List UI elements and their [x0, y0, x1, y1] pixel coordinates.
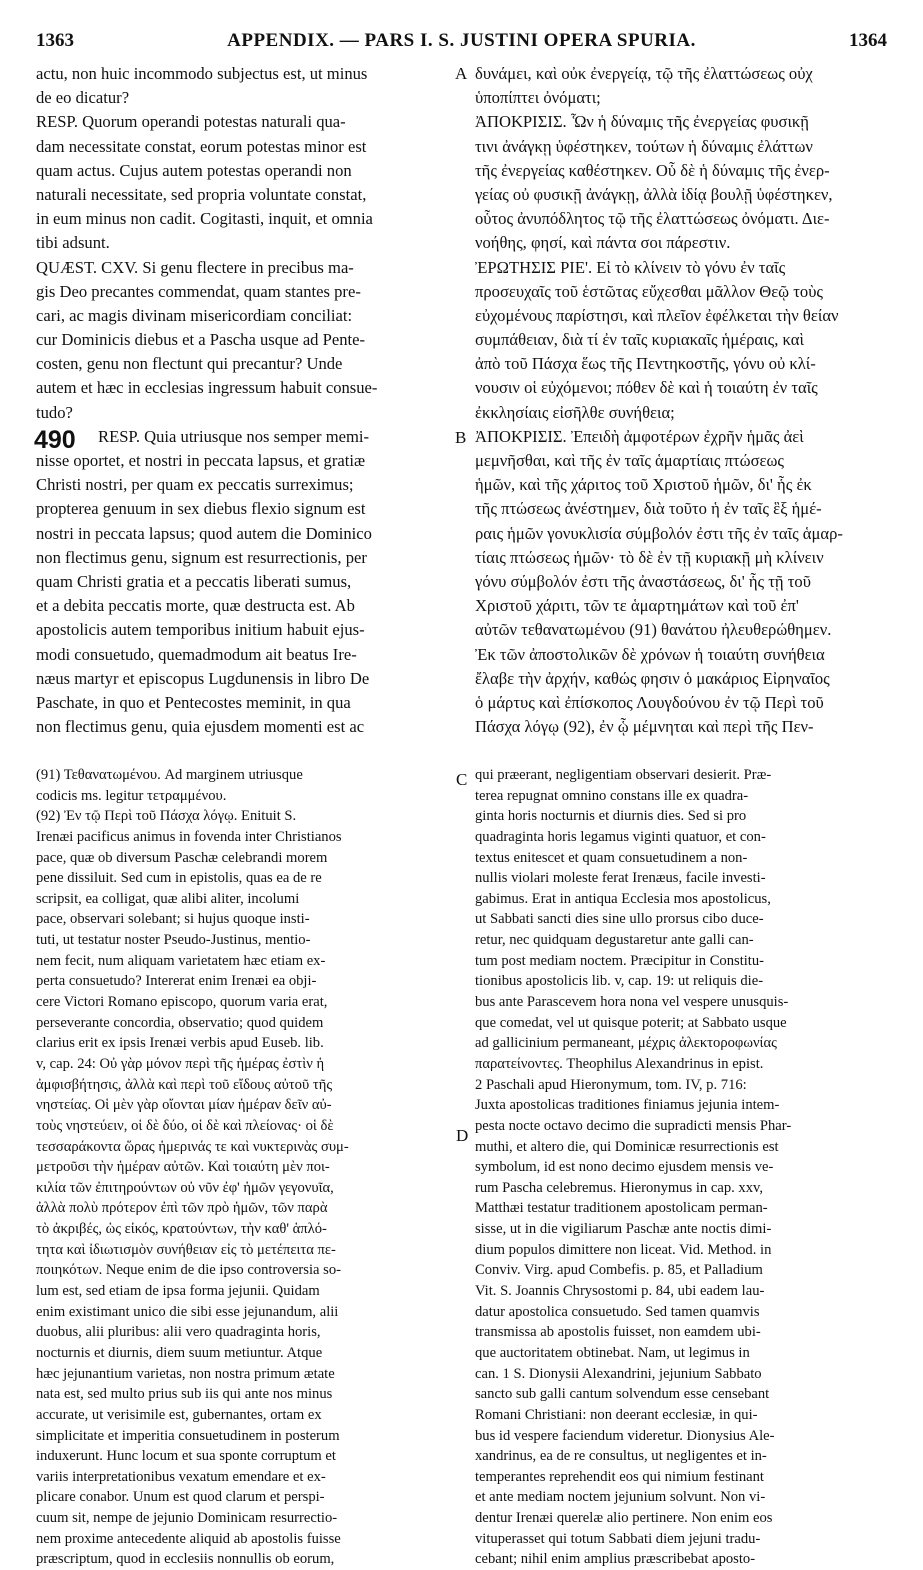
text-line: tionibus apostolicis lib. v, cap. 19: ut reliquis die- — [475, 973, 764, 990]
text-line: modi consuetudo, quemadmodum ait beatus Ire- — [36, 644, 357, 664]
text-line: bus ante Parascevem hora nona vel vespere unusquis- — [475, 994, 789, 1011]
text-line: symbolum, id est nono decimo ejusdem mensis ve- — [475, 1159, 774, 1176]
text-line: Χριστοῦ χάριτι, τῶν τε ἁμαρτημάτων καὶ τοῦ ἐπ' — [475, 596, 799, 616]
text-line: ραις ἡμῶν γονυκλισία σύμβολόν ἐστι τῆς ἐν ταῖς ἁμαρ- — [475, 523, 843, 543]
text-line: tum post mediam noctem. Præcipitur in Constitu- — [475, 952, 765, 969]
text-line: textus enitescet et quam consuetudinem a non- — [475, 849, 748, 866]
text-line: codicis ms. legitur τετραμμένου. — [36, 787, 227, 804]
text-line: retur, nec quidquam degustaretur ante galli can- — [475, 932, 754, 949]
text-line: et a debita peccatis morte, quæ destructa est. Ab — [36, 596, 355, 616]
page-number-left: 1363 — [36, 30, 74, 51]
text-line: et ante mediam noctem jejunium solvunt. Non vi- — [475, 1489, 766, 1506]
greek-column — [475, 62, 889, 770]
text-line: νηστείας. Οἱ μὲν γὰρ οἴονται μίαν ἡμέραν δεῖν αὐ- — [36, 1097, 332, 1114]
text-line: pace, quæ ob diversum Paschæ celebrandi morem — [36, 849, 328, 866]
text-line: Conviv. Virg. apud Combefis. p. 85, et Palladium — [475, 1262, 763, 1279]
footnotes-right-column — [475, 765, 889, 1568]
text-line: αὐτῶν τεθανατωμένου (91) θανάτου ἠλευθερώθημεν. — [475, 620, 832, 640]
text-line: non flectimus genu, quia ejusdem momenti est ac — [36, 717, 365, 737]
text-line: perta consuetudo? Intererat enim Irenæi ea obji- — [36, 973, 317, 990]
text-line: RESP. Quia utriusque nos semper memi- — [98, 426, 370, 446]
text-line: οὗτος ἀνυπόδλητος τῷ τῆς ἐλαττώσεως ὀνόματι. Διε- — [475, 209, 830, 229]
text-line: xandrinus, ea de re consultus, ut negligentes et in- — [475, 1448, 767, 1465]
text-line: ἈΠΟΚΡΙΣΙΣ. Ὧν ἡ δύναμις τῆς ἐνεργείας φυσικῇ — [475, 112, 809, 132]
text-line: qui præerant, negligentiam observari desierit. Præ- — [475, 767, 772, 783]
text-line: quam Christi gratia et a peccatis liberati sumus, — [36, 571, 352, 591]
text-line: QUÆST. CXV. Si genu flectere in precibus ma- — [36, 257, 354, 277]
latin-column — [36, 62, 450, 770]
text-line: cari, ac magis divinam misericordiam conciliat: — [36, 305, 353, 325]
text-line: sancto sub galli cantum solvendum esse censebant — [475, 1386, 770, 1403]
text-line: τινι ἀνάγκῃ ὑφέστηκεν, τούτων ἡ δύναμις ἐλάττων — [475, 136, 813, 156]
text-line: ut Sabbati sancti dies sine ullo prorsus cibo duce- — [475, 911, 764, 928]
text-line: næus martyr et episcopus Lugdunensis in libro De — [36, 668, 370, 688]
text-line: προσευχαῖς τοῦ ἑστῶτας εὔχεσθαι μᾶλλον Θεῷ τοὺς — [475, 281, 823, 301]
text-line: ἘΡΩΤΗΣΙΣ ΡΙΕ'. Εἰ τὸ κλίνειν τὸ γόνυ ἐν ταῖς — [475, 257, 786, 277]
text-line: τητα καὶ ἰδιωτισμὸν συνήθειαν εἰς τὸ μετέπειτα πε- — [36, 1241, 336, 1258]
text-line: pene dissiluit. Sed cum in epistolis, quas ea de re — [36, 870, 322, 887]
text-line: induxerunt. Hunc locum et sua sponte corruptum et — [36, 1448, 336, 1465]
text-line: pesta nocte octavo decimo die supradicti mensis Phar- — [475, 1117, 792, 1134]
text-line: τοὺς νηστεύειν, οἱ δὲ δύο, οἱ δὲ καὶ πλείονας· οἱ δὲ — [36, 1117, 334, 1134]
text-line: temperantes reprehendit eos qui nimium festinant — [475, 1468, 764, 1485]
text-line: que comedat, vel ut quisque poterit; at Sabbato usque — [475, 1014, 787, 1031]
text-line: tuti, ut testatur noster Pseudo-Justinus, mentio- — [36, 932, 311, 949]
text-line: plicare conabor. Unum est quod clarum et perspi- — [36, 1489, 325, 1506]
text-line: muthi, et altero die, qui Dominicæ resurrectionis est — [475, 1138, 779, 1155]
running-title: APPENDIX. — PARS I. S. JUSTINI OPERA SPURIA. — [227, 30, 696, 51]
text-line: ὑποπίπτει ὀνόματι; — [475, 88, 601, 108]
text-line: τεσσαράκοντα ὥρας ἡμερινάς τε καὶ νυκτερινὰς συμ- — [36, 1138, 349, 1155]
text-line: costen, genu non flectunt qui precantur? Unde — [36, 354, 343, 374]
text-line: cere Victori Romano episcopo, quorum varia erat, — [36, 994, 328, 1011]
text-line: ἐκκλησίαις εἰσῆλθε συνήθεια; — [475, 402, 675, 422]
text-line: v, cap. 24: Οὐ γὰρ μόνον περὶ τῆς ἡμέρας ἐστὶν ἡ — [36, 1055, 325, 1072]
text-line: scripsit, ea colligat, quæ alibi aliter, incolumi — [36, 890, 300, 907]
text-line: vituperasset qui totum Sabbati diem jejuni tradu- — [475, 1530, 761, 1547]
text-line: nem proxime antecedente aliquid ab apostolis fuisse — [36, 1530, 341, 1547]
text-line: Juxta apostolicas traditiones finiamus jejunia intem- — [475, 1097, 780, 1114]
text-line: dentur Irenæi querelæ alio pertinere. Non enim eos — [475, 1510, 773, 1527]
text-line: actu, non huic incommodo subjectus est, ut minus — [36, 64, 368, 83]
text-line: cur Dominicis diebus et a Pascha usque ad Pente- — [36, 330, 366, 350]
text-line: ἀμφισβήτησις, ἀλλὰ καὶ περὶ τοῦ εἴδους αὐτοῦ τῆς — [36, 1076, 333, 1093]
text-line: non flectimus genu, signum est resurrectionis, per — [36, 547, 367, 567]
column-number: 490 — [34, 426, 76, 454]
text-line: que auctoritatem obtinebat. Nam, ut legimus in — [475, 1344, 750, 1361]
text-line: μετροῦσι τὴν ἡμέραν αὐτῶν. Καὶ τοιαύτη μὲν ποι- — [36, 1159, 330, 1176]
section-marker-d: D — [456, 1126, 469, 1145]
text-line: cuum sit, nempe de jejunio Dominicam resurrectio- — [36, 1510, 338, 1527]
text-line: Paschate, in quo et Pentecostes meminit, in qua — [36, 692, 351, 712]
text-line: παρατείνοντες. Theophilus Alexandrinus in epist. — [475, 1055, 764, 1072]
text-line: ἈΠΟΚΡΙΣΙΣ. Ἐπειδὴ ἀμφοτέρων ἐχρῆν ἡμᾶς ἀεὶ — [475, 426, 804, 446]
text-line: enim existimant unico die sibi esse jejunandum, alii — [36, 1303, 339, 1320]
text-line: dium populos dimittere non liceat. Vid. Method. in — [475, 1241, 772, 1258]
page-number-right: 1364 — [849, 30, 887, 51]
text-line: Irenæi pacificus animus in fovenda inter Christianos — [36, 828, 342, 845]
text-line: tibi adsunt. — [36, 233, 110, 253]
text-line: 2 Paschali apud Hieronymum, tom. IV, p. 716: — [475, 1076, 747, 1093]
text-line: Romani Christiani: non deerant ecclesiæ, in qui- — [475, 1406, 758, 1423]
text-line: accurate, ut verisimile est, gubernantes, ortam ex — [36, 1406, 322, 1423]
text-line: dam necessitate constat, eorum potestas minor est — [36, 136, 367, 156]
text-line: ἡμῶν, καὶ τῆς χάριτος τοῦ Χριστοῦ ἡμῶν, δι' ἧς ἐκ — [475, 475, 812, 495]
text-line: propterea genuum in sex diebus flexio signum est — [36, 499, 366, 519]
text-line: γόνυ σύμβολόν ἐστι τῆς ἀναστάσεως, δι' ἧς τῇ τοῦ — [475, 571, 811, 591]
text-line: τῆς πτώσεως ἀνέστημεν, διὰ τοῦτο ἡ ἐν ταῖς ἓξ ἡμέ- — [475, 499, 822, 519]
text-line: sisse, ut in die vigiliarum Paschæ ante noctis dimi- — [475, 1221, 772, 1238]
section-marker-c: C — [456, 770, 468, 789]
text-line: γείας οὐ φυσικῇ ἀνάγκῃ, ἀλλὰ ἰδίᾳ βουλῇ ὑφέστηκεν, — [475, 184, 833, 204]
text-line: cebant; nihil enim amplius præscribebat aposto- — [475, 1551, 756, 1568]
text-line: τὸ ἀκριβές, ὡς εἰκός, κρατούντων, τὴν καθ' ἁπλό- — [36, 1221, 327, 1238]
text-line: νουσιν οἱ εὐχόμενοι; πόθεν δὲ καὶ ἡ τοιαύτη ἐν ταῖς — [475, 378, 818, 398]
text-line: quadraginta horis legamus viginti quatuor, et con- — [475, 828, 766, 845]
text-line: rum Pascha celebremus. Hieronymus in cap. xxv, — [475, 1179, 764, 1196]
section-marker-b: B — [455, 428, 467, 447]
text-line: lum est, sed etiam de ipsa forma jejunii. Quidam — [36, 1283, 320, 1300]
text-line: nisse oportet, et nostri in peccata lapsus, et gratiæ — [36, 451, 366, 470]
text-line: hæc jejunantium varietas, non nostra primum ætate — [36, 1365, 335, 1382]
text-line: Ἐκ τῶν ἀποστολικῶν δὲ χρόνων ἡ τοιαύτη συνήθεια — [475, 644, 825, 664]
text-line: συμπάθειαν, διὰ τί ἐν ταῖς κυριακαῖς ἡμέραις, καὶ — [475, 330, 804, 350]
text-line: Matthæi testatur traditionem apostolicam perman- — [475, 1200, 768, 1217]
text-line: μεμνῆσθαι, καὶ τῆς ἐν ταῖς ἁμαρτίαις πτώσεως — [475, 451, 784, 470]
text-line: simplicitate et imperitia consuetudinem in posterum — [36, 1427, 340, 1444]
text-line: ὁ μάρτυς καὶ ἐπίσκοπος Λουγδούνου ἐν τῷ Περὶ τοῦ — [475, 692, 824, 712]
text-line: δυνάμει, καὶ οὐκ ἐνεργείᾳ, τῷ τῆς ἐλαττώσεως οὐχ — [475, 64, 813, 83]
text-line: Πάσχα λόγῳ (92), ἐν ᾧ μέμνηται καὶ περὶ τῆς Πεν- — [475, 717, 814, 737]
text-line: gis Deo precantes commendat, quam stantes pre- — [36, 281, 361, 301]
text-line: nullis violari moleste ferat Irenæus, facile investi- — [475, 870, 766, 887]
text-line: duobus, alii pluribus: alii vero quadraginta horis, — [36, 1324, 321, 1341]
text-line: εὐχομένους παρίστησι, καὶ πλεῖον ἐφέλκεται τὴν θείαν — [475, 305, 839, 325]
text-line: pace, observari solebant; si hujus quoque insti- — [36, 911, 310, 928]
text-line: præscriptum, quod in ecclesiis nonnullis ob eorum, — [36, 1551, 335, 1568]
text-line: ad gallicinium permaneant, μέχρις ἀλεκτοροφωνίας — [475, 1035, 777, 1052]
text-line: κιλία τῶν ἐπιτηρούντων οὐ νῦν ἐφ' ἡμῶν γεγονυῖα, — [36, 1179, 334, 1196]
text-line: ποιηκότων. Neque enim de die ipso controversia so- — [36, 1262, 341, 1279]
text-line: ἀπὸ τοῦ Πάσχα ἕως τῆς Πεντηκοστῆς, γόνυ οὐ κλί- — [475, 354, 816, 374]
text-line: transmissa ab apostolis fuisset, non eamdem ubi- — [475, 1324, 761, 1341]
text-line: tudo? — [36, 402, 73, 422]
text-line: nata est, sed multo prius sub iis qui ante nos minus — [36, 1386, 333, 1403]
running-header — [36, 30, 887, 56]
text-line: (91) Τεθανατωμένου. Ad marginem utriusque — [36, 767, 303, 783]
text-line: τίαις πτώσεως ἡμῶν· τὸ δὲ ἐν τῇ κυριακῇ μὴ κλίνειν — [475, 547, 824, 567]
text-line: autem et hæc in ecclesias ingressum habuit consue- — [36, 378, 378, 398]
footnotes-left-column — [36, 765, 452, 1568]
text-line: perseverante concordia, observatio; quod quidem — [36, 1014, 324, 1031]
text-line: Christi nostri, per quam ex peccatis surreximus; — [36, 475, 354, 495]
text-line: apostolicis autem temporibus initium habuit ejus- — [36, 620, 365, 640]
text-line: de eo dicatur? — [36, 88, 130, 108]
text-line: variis interpretationibus vexatum emendare et ex- — [36, 1468, 326, 1485]
text-line: gabimus. Erat in antiqua Ecclesia mos apostolicus, — [475, 890, 771, 907]
text-line: νοήθης, φησί, καὶ πάντα σοι πάρεστιν. — [475, 233, 731, 253]
text-line: Vit. S. Joannis Chrysostomi p. 84, ubi eadem lau- — [475, 1283, 765, 1300]
text-line: ἀλλὰ πολὺ πρότερον ἐπὶ τῶν πρὸ ἡμῶν, τῶν παρὰ — [36, 1200, 328, 1217]
text-line: in eum minus non cadit. Cogitasti, inquit, et omnia — [36, 209, 373, 229]
text-line: nem fecit, num aliquam varietatem hæc etiam ex- — [36, 952, 326, 969]
text-line: nocturnis et diurnis, diem suum metiuntur. Atque — [36, 1344, 323, 1361]
text-line: τῆς ἐνεργείας καθέστηκεν. Οὗ δὲ ἡ δύναμις τῆς ἐνερ- — [475, 160, 830, 180]
text-line: bus id vespere faciendum videretur. Dionysius Ale- — [475, 1427, 775, 1444]
text-line: quam actus. Cujus autem potestas operandi non — [36, 160, 352, 180]
text-line: (92) Ἐν τῷ Περὶ τοῦ Πάσχα λόγῳ. Enituit S. — [36, 808, 297, 825]
text-line: clarius erit ex ipsis Irenæi verbis apud Euseb. lib. — [36, 1035, 324, 1052]
text-line: terea repugnat omnino constans ille ex quadra- — [475, 787, 749, 804]
text-line: nostri in peccata lapsus; quod autem die Dominico — [36, 523, 372, 543]
text-line: ginta horis nocturnis et diurnis dies. Sed si pro — [475, 808, 747, 825]
text-line: RESP. Quorum operandi potestas naturali qua- — [36, 112, 346, 132]
text-line: datur apostolica consuetudo. Sed tamen quamvis — [475, 1303, 760, 1320]
text-line: ἔλαβε τὴν ἀρχήν, καθώς φησιν ὁ μακάριος Εἰρηναῖος — [475, 668, 830, 688]
section-marker-a: A — [455, 64, 468, 83]
text-line: naturali necessitate, sed propria voluntate constat, — [36, 184, 367, 204]
text-line: can. 1 S. Dionysii Alexandrini, jejunium Sabbato — [475, 1365, 762, 1382]
